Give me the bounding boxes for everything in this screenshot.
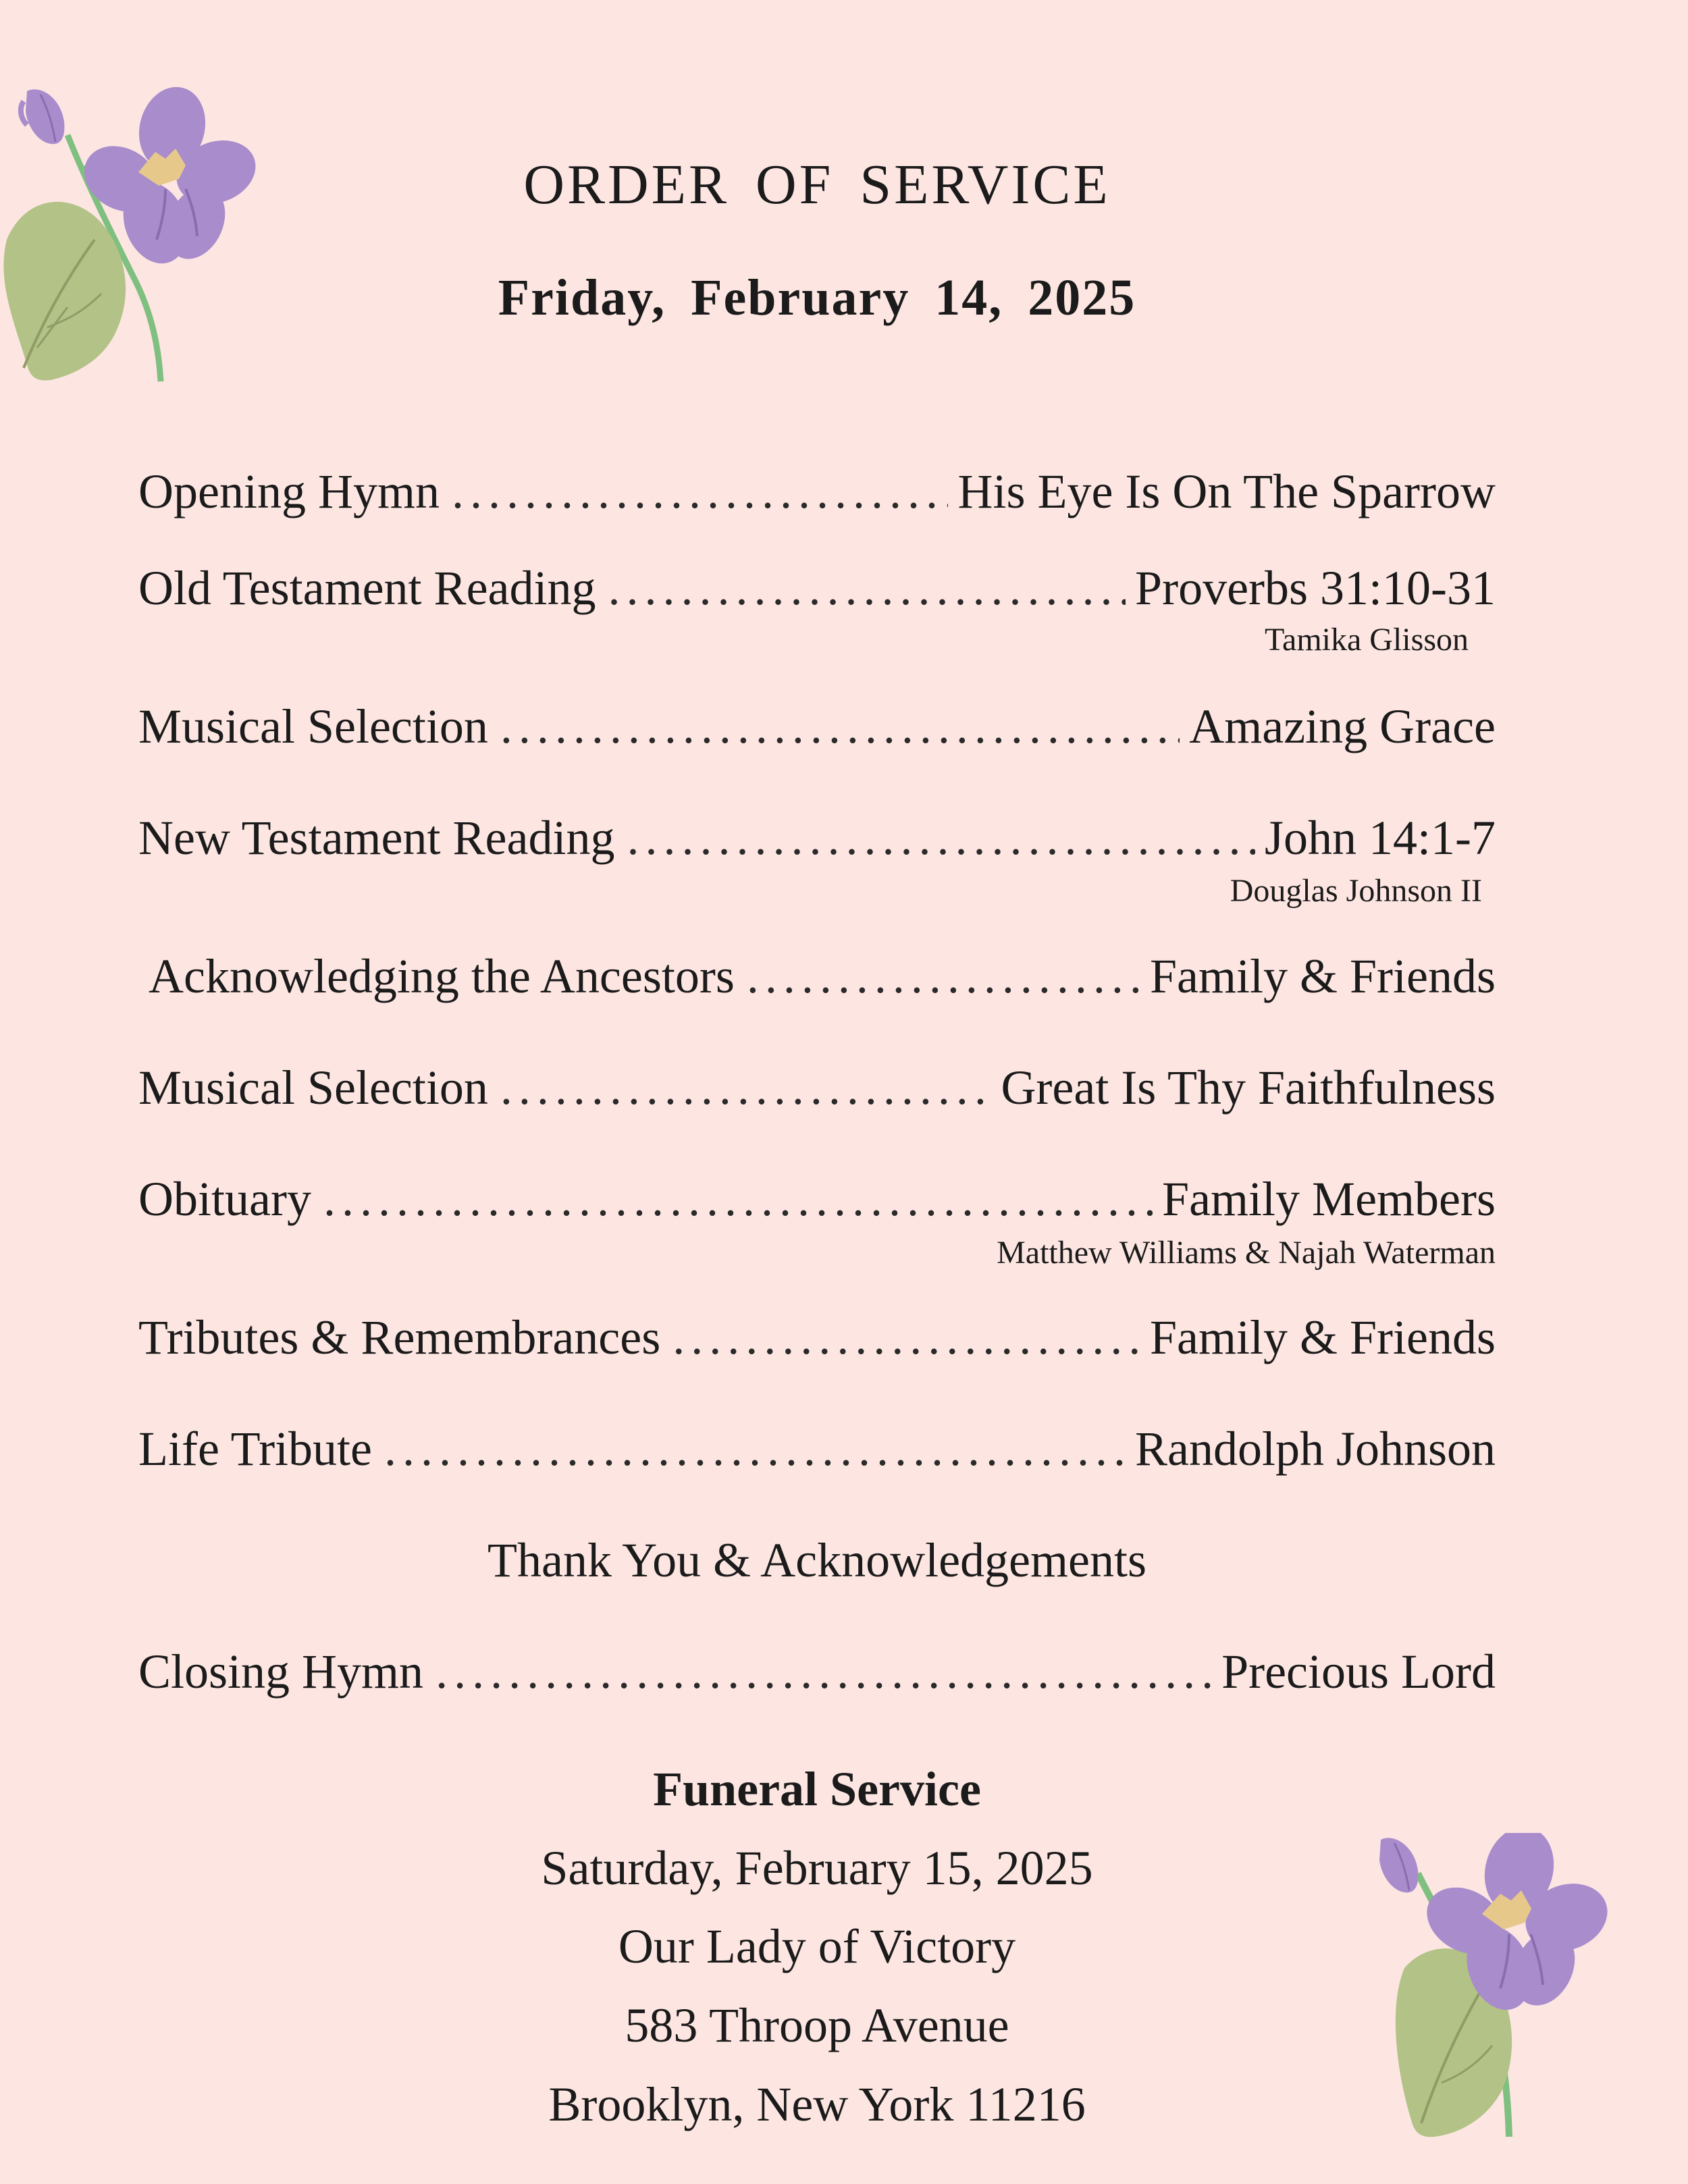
program-value: Proverbs 31:10-31 — [1135, 561, 1496, 615]
program-row-old-testament — [138, 558, 1496, 618]
dot-leader — [672, 1307, 1140, 1368]
program-value: Amazing Grace — [1189, 699, 1496, 753]
program-row-life-tribute — [138, 1418, 1496, 1479]
program-item: Opening Hymn — [138, 464, 440, 518]
program-row-musical-selection — [138, 696, 1496, 757]
violet-flower-icon — [0, 78, 257, 388]
funeral-heading: Funeral Service — [653, 1762, 981, 1816]
program-value: Precious Lord — [1221, 1645, 1496, 1699]
dot-leader — [747, 946, 1140, 1007]
funeral-street: 583 Throop Avenue — [625, 1998, 1009, 2052]
program-item: Tributes & Remembrances — [138, 1310, 661, 1364]
service-date: Friday, February 14, 2025 — [498, 269, 1136, 326]
program-row-obituary — [138, 1169, 1496, 1229]
program-value: Randolph Johnson — [1134, 1422, 1496, 1476]
program-value: Family & Friends — [1149, 949, 1496, 1003]
dot-leader — [608, 558, 1126, 618]
program-item: New Testament Reading — [138, 811, 615, 865]
program-row-closing-hymn — [138, 1641, 1496, 1702]
program-item: Life Tribute — [138, 1422, 373, 1476]
reader-name: Douglas Johnson II — [1230, 873, 1482, 909]
program-item: Acknowledging the Ancestors — [149, 949, 735, 1003]
program-row-ancestors — [149, 946, 1496, 1007]
page-title: ORDER OF SERVICE — [523, 153, 1111, 216]
program-item: Old Testament Reading — [138, 561, 596, 615]
program-item: Closing Hymn — [138, 1645, 424, 1699]
acknowledgements-line: Thank You & Acknowledgements — [487, 1533, 1146, 1587]
dot-leader — [436, 1641, 1212, 1702]
dot-leader — [452, 461, 948, 522]
funeral-city: Brooklyn, New York 11216 — [548, 2077, 1086, 2131]
program-value: Family Members — [1162, 1172, 1496, 1226]
dot-leader — [500, 1057, 992, 1118]
dot-leader — [384, 1418, 1126, 1479]
program-row-tributes — [138, 1307, 1496, 1368]
program-row-opening-hymn — [138, 461, 1496, 522]
funeral-venue: Our Lady of Victory — [618, 1919, 1016, 1973]
program-item: Obituary — [138, 1172, 311, 1226]
program-value: His Eye Is On The Sparrow — [957, 464, 1496, 518]
reader-name: Matthew Williams & Najah Waterman — [997, 1235, 1496, 1271]
program-value: Family & Friends — [1149, 1310, 1496, 1364]
dot-leader — [500, 696, 1180, 757]
reader-name: Tamika Glisson — [1265, 622, 1469, 658]
dot-leader — [627, 807, 1255, 868]
program-row-musical-selection-2 — [138, 1057, 1496, 1118]
funeral-date: Saturday, February 15, 2025 — [541, 1841, 1093, 1895]
program-row-new-testament — [138, 807, 1496, 868]
dot-leader — [323, 1169, 1153, 1229]
program-value: John 14:1-7 — [1265, 811, 1496, 865]
program-item: Musical Selection — [138, 1061, 488, 1115]
program-item: Musical Selection — [138, 699, 488, 753]
program-value: Great Is Thy Faithfulness — [1001, 1061, 1496, 1115]
